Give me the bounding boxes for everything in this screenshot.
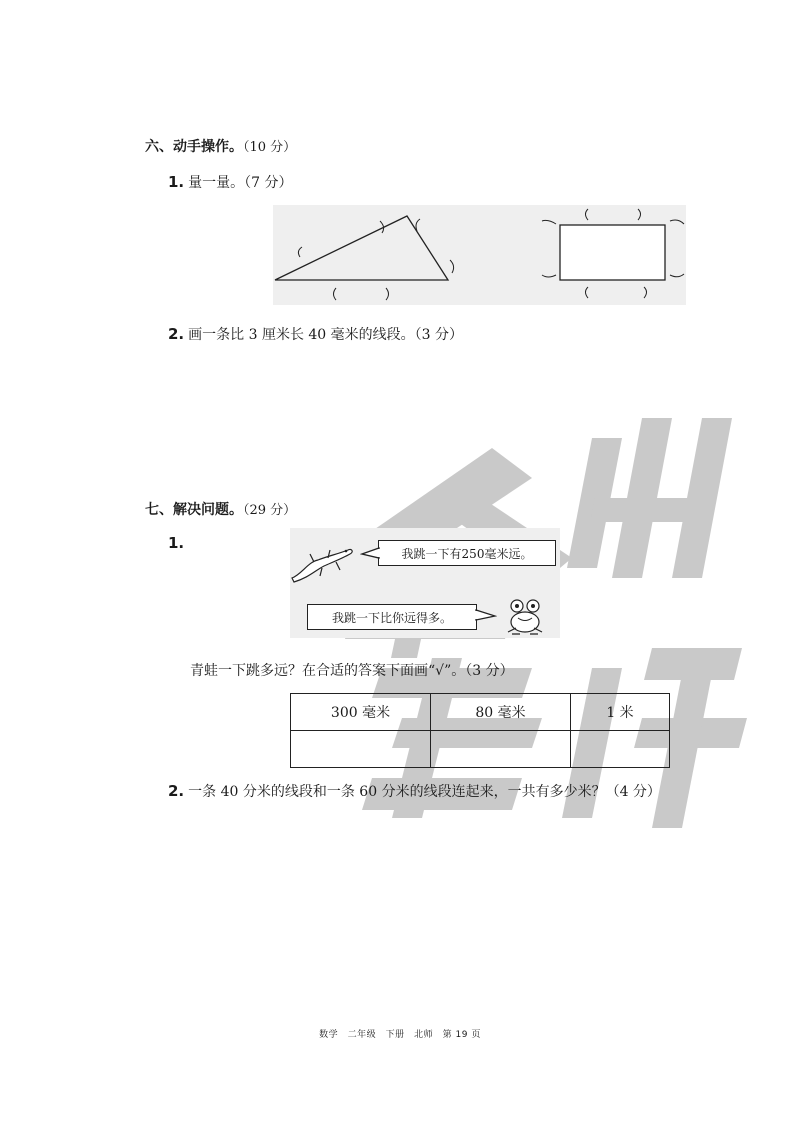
table-header-cell: 1 米 xyxy=(571,694,670,731)
bracket-mark xyxy=(644,287,647,298)
s6-q2-number: 2. xyxy=(168,325,185,343)
bracket-mark xyxy=(386,288,389,300)
bracket-mark xyxy=(586,209,589,220)
frog-speech-text: 我跳一下比你远得多。 xyxy=(331,610,452,625)
frog-icon xyxy=(500,596,550,638)
frog-speech-bubble xyxy=(307,604,477,630)
table-header-cell: 80 毫米 xyxy=(431,694,571,731)
lizard-speech-bubble xyxy=(378,540,556,566)
bracket-mark xyxy=(416,219,420,231)
bracket-mark xyxy=(542,275,556,277)
bracket-mark xyxy=(450,260,454,273)
table-header-cell: 300 毫米 xyxy=(291,694,431,731)
answer-cell[interactable] xyxy=(431,731,571,768)
rectangle-figure xyxy=(560,225,665,280)
section-6-title: 六、动手操作。 xyxy=(145,139,243,155)
section-7-points: （29 分） xyxy=(243,503,297,518)
answer-table xyxy=(290,693,670,768)
page-footer: 数学 二年级 下册 北师 第 19 页 xyxy=(319,1030,481,1040)
s7-question-2 xyxy=(168,781,661,801)
bracket-mark xyxy=(542,220,556,224)
section-7-heading xyxy=(145,499,296,519)
s7-q1-number-wrap xyxy=(168,534,188,552)
s7-q2-text: 一条 40 分米的线段和一条 60 分米的线段连起来，一共有多少米？（4 分） xyxy=(188,784,661,800)
section-6-points: （10 分） xyxy=(243,140,297,155)
table-header-row xyxy=(291,694,670,731)
bracket-mark xyxy=(380,221,384,233)
s7-q1-number: 1. xyxy=(168,534,185,552)
section-6-heading xyxy=(145,136,296,156)
section-7-title: 七、解决问题。 xyxy=(145,502,243,518)
table-answer-row xyxy=(291,731,670,768)
measure-figures xyxy=(270,205,690,305)
bubble-tail xyxy=(360,546,380,560)
bubble-tail xyxy=(475,608,497,622)
lizard-speech-text: 我跳一下有250毫米远。 xyxy=(401,546,533,561)
s6-question-2 xyxy=(168,324,463,344)
s6-q2-text: 画一条比 3 厘米长 40 毫米的线段。（3 分） xyxy=(188,327,464,343)
bracket-mark xyxy=(334,288,337,300)
s6-question-1 xyxy=(168,172,293,192)
s6-q1-text: 量一量。（7 分） xyxy=(188,175,293,191)
bracket-mark xyxy=(298,247,302,257)
answer-cell[interactable] xyxy=(291,731,431,768)
bracket-mark xyxy=(670,274,684,277)
bracket-mark xyxy=(638,209,641,220)
s6-q1-number: 1. xyxy=(168,173,185,191)
answer-cell[interactable] xyxy=(571,731,670,768)
bracket-mark xyxy=(670,220,684,224)
s7-q1-prompt: 青蛙一下跳多远？在合适的答案下面画“√”。（3 分） xyxy=(190,663,514,679)
lizard-icon xyxy=(288,540,358,585)
bracket-mark xyxy=(586,287,589,298)
s7-q2-number: 2. xyxy=(168,782,185,800)
